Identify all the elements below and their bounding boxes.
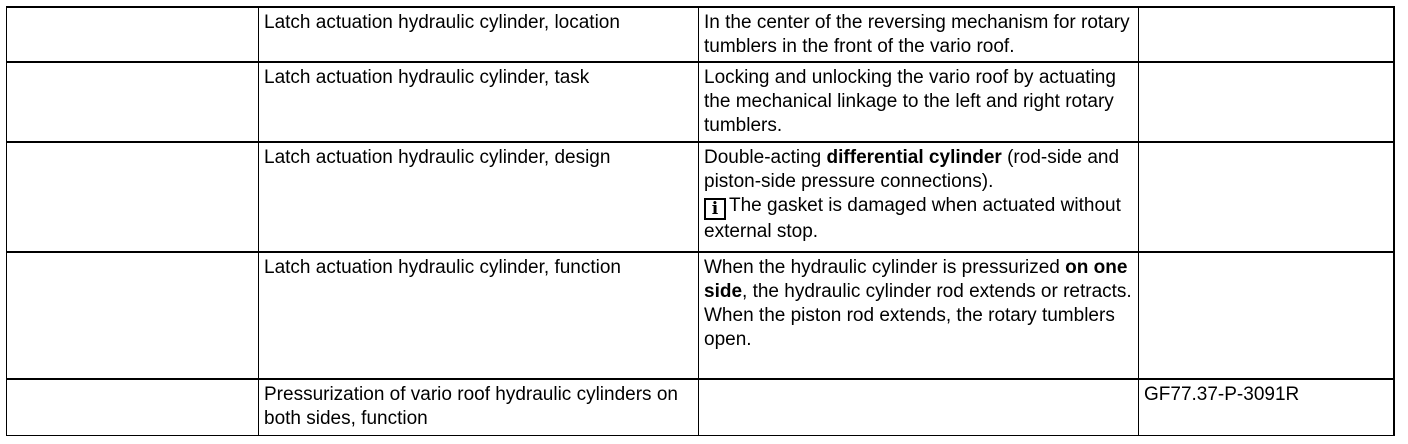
table-row [7,379,1394,435]
doc-ref-cell [1139,62,1394,142]
description-cell: In the center of the reversing mechanism for rotary tumblers in the front of the vario roof. [699,7,1139,62]
description-cell [699,379,1139,435]
ref-cell [7,379,259,435]
description-cell [699,252,1139,379]
description-cell [699,142,1139,252]
ref-cell [7,252,259,379]
doc-ref-cell [1139,142,1394,252]
description-cell: Locking and unlocking the vario roof by actuating the mechanical linkage to the left and right rotary tumblers. [699,62,1139,142]
table-row [7,7,1394,62]
description-suffix: (rod-side and piston-side pressure connections). [704,147,1120,192]
table-row [7,142,1394,252]
table-row [7,252,1394,379]
description-bold: differential cylinder [826,147,1002,168]
ref-cell [7,62,259,142]
info-icon: i [704,198,726,220]
info-note [704,194,1133,244]
description-suffix: , the hydraulic cylinder rod extends or retracts. [742,281,1132,302]
description-text [704,256,1133,304]
doc-ref-cell [1139,7,1394,62]
note-text: The gasket is damaged when actuated without external stop. [704,195,1121,242]
doc-ref-link[interactable]: GF77.37-P-3091R [1139,379,1394,435]
description-text [704,146,1133,194]
topic-cell: Latch actuation hydraulic cylinder, location [259,7,699,62]
description-bold: on one side [704,257,1128,302]
description-prefix: Double-acting [704,147,827,168]
topic-cell: Latch actuation hydraulic cylinder, function [259,252,699,379]
doc-ref-cell [1139,252,1394,379]
table-row [7,62,1394,142]
ref-cell [7,142,259,252]
topic-cell: Pressurization of vario roof hydraulic cylinders on both sides, function [259,379,699,435]
description-text-2: When the piston rod extends, the rotary tumblers open. [704,305,1115,350]
document-table [6,6,1395,436]
ref-cell [7,7,259,62]
topic-cell: Latch actuation hydraulic cylinder, task [259,62,699,142]
topic-cell: Latch actuation hydraulic cylinder, design [259,142,699,252]
description-prefix: When the hydraulic cylinder is pressurized [704,257,1066,278]
